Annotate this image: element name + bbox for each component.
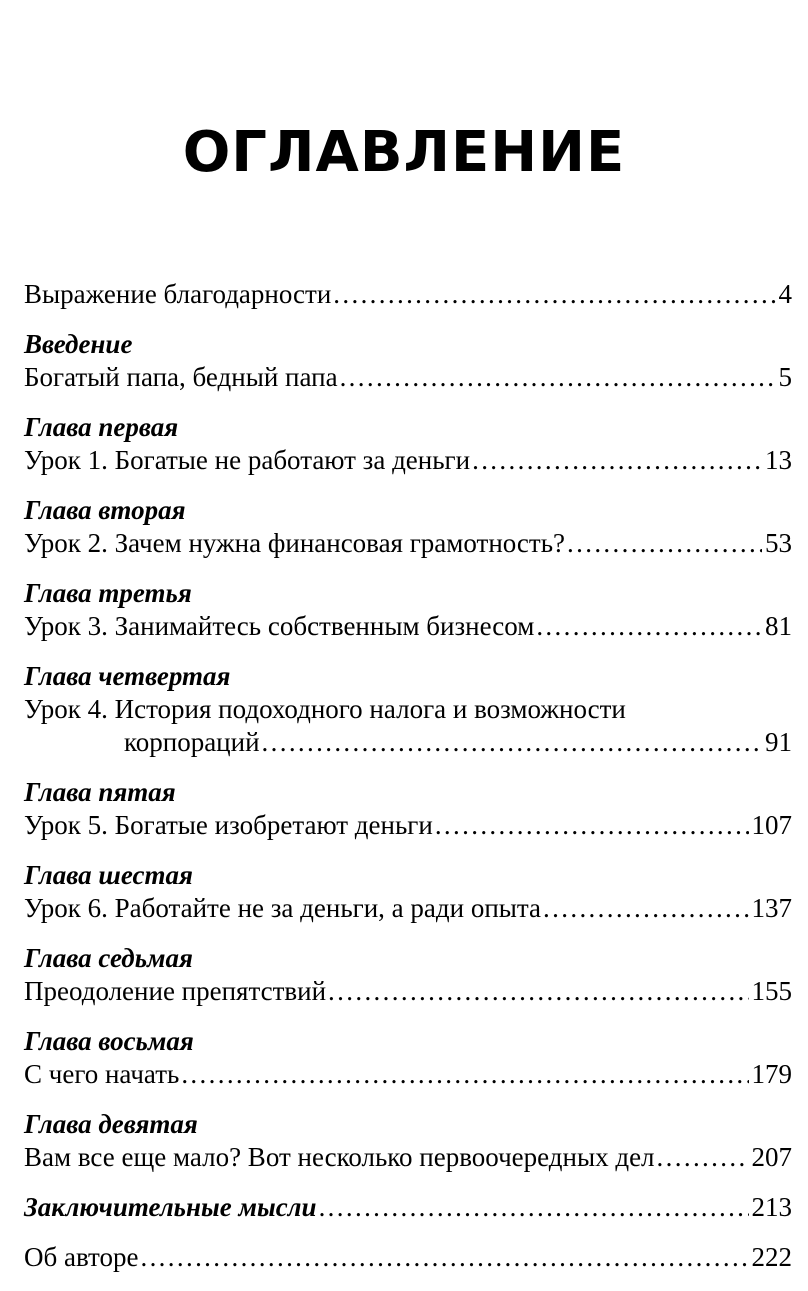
toc-entry-chapter-5 [24,776,792,842]
toc-row[interactable] [24,1191,792,1224]
toc-entry-conclusion [24,1191,792,1224]
toc-row[interactable] [24,809,792,842]
toc-row[interactable] [24,361,792,394]
toc-entry-title: С чего начать [24,1059,180,1089]
chapter-heading: Глава вторая [24,495,186,525]
toc-page-number: 207 [751,1142,792,1172]
toc-page-number: 107 [751,810,792,840]
toc-row[interactable] [24,1058,792,1091]
toc-page-number: 81 [765,611,792,641]
toc-entry-title: Урок 4. История подоходного налога и возможности [24,694,626,724]
toc-row[interactable] [24,527,792,560]
toc-page-number: 5 [778,362,792,392]
toc-entry-title-continued: корпораций [124,727,260,757]
toc-entry-title: Об авторе [24,1242,139,1272]
toc-page-number: 91 [765,727,792,757]
toc-entry-title: Урок 1. Богатые не работают за деньги [24,445,471,475]
dot-leader [328,975,748,1008]
toc-entry-chapter-4 [24,660,792,759]
toc-entry-title: Богатый папа, бедный папа [24,362,338,392]
toc-entry-title: Урок 3. Занимайтесь собственным бизнесом [24,611,535,641]
chapter-heading: Глава четвертая [24,661,231,691]
toc-row[interactable] [24,1141,792,1174]
toc-entry-title: Выражение благодарности [24,279,332,309]
toc-entry-title: Вам все еще мало? Вот несколько первоочередных дел [24,1142,655,1172]
toc-page-number: 179 [751,1059,792,1089]
chapter-heading: Глава шестая [24,860,193,890]
toc-entry-chapter-2 [24,494,792,560]
chapter-heading: Глава первая [24,412,179,442]
toc-row[interactable] [24,975,792,1008]
dot-leader [140,1241,748,1274]
dot-leader [262,726,762,759]
chapter-heading: Глава девятая [24,1109,198,1139]
toc-entry-title: Заключительные мысли [24,1192,317,1222]
chapter-heading: Введение [24,329,133,359]
chapter-heading: Глава третья [24,578,192,608]
dot-leader [543,892,748,925]
toc-entry-introduction [24,328,792,394]
toc-page-number: 53 [765,528,792,558]
dot-leader [536,610,762,643]
page-title: ОГЛАВЛЕНИЕ [182,120,626,185]
toc-entry-chapter-1 [24,411,792,477]
toc-page-number: 222 [751,1242,792,1272]
toc-row[interactable] [24,892,792,925]
toc-row[interactable] [24,726,792,759]
toc-entry-chapter-3 [24,577,792,643]
toc-page-number: 213 [751,1192,792,1222]
chapter-heading: Глава восьмая [24,1026,194,1056]
toc-entry-chapter-9 [24,1108,792,1174]
table-of-contents [24,278,792,1291]
toc-entry-title: Урок 6. Работайте не за деньги, а ради опыта [24,893,542,923]
dot-leader [435,809,749,842]
chapter-heading: Глава пятая [24,777,176,807]
dot-leader [333,278,775,311]
toc-entry-title: Преодоление препятствий [24,976,327,1006]
chapter-heading: Глава седьмая [24,943,193,973]
toc-entry-title: Урок 2. Зачем нужна финансовая грамотность? [24,528,566,558]
toc-entry-chapter-8 [24,1025,792,1091]
toc-page-number: 155 [751,976,792,1006]
toc-page-number: 13 [765,445,792,475]
dot-leader [657,1141,749,1174]
toc-entry-chapter-7 [24,942,792,1008]
toc-row[interactable] [24,278,792,311]
toc-row[interactable] [24,444,792,477]
dot-leader [340,361,776,394]
dot-leader [181,1058,748,1091]
dot-leader [472,444,762,477]
toc-page-number: 137 [751,893,792,923]
toc-row[interactable] [24,610,792,643]
toc-page-number: 4 [778,279,792,309]
toc-entry-title: Урок 5. Богатые изобретают деньги [24,810,433,840]
dot-leader [567,527,762,560]
toc-entry-acknowledgements [24,278,792,311]
toc-entry-about-author [24,1241,792,1274]
toc-entry-chapter-6 [24,859,792,925]
dot-leader [319,1191,749,1224]
toc-row[interactable] [24,1241,792,1274]
